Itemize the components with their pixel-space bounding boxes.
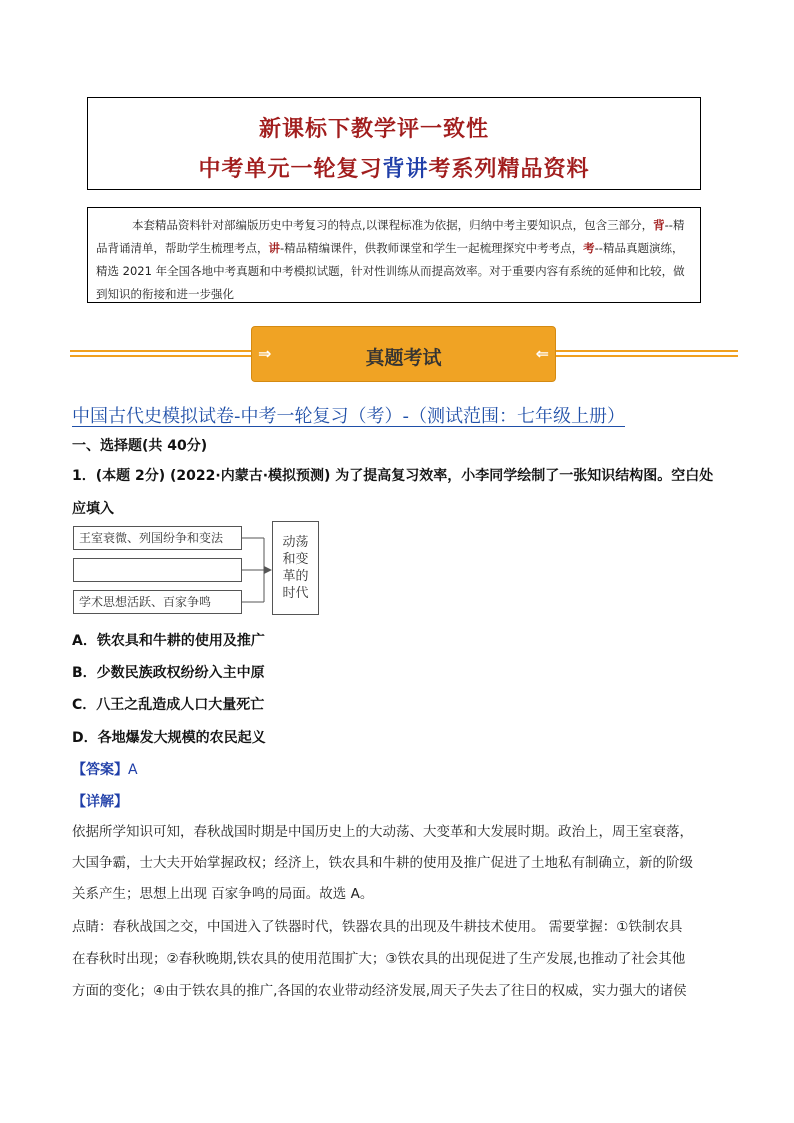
- diagram-result-box: [272, 521, 319, 615]
- intro-text-c: -精品精编课件，供教师课堂和学生一起梳理探究中考考点，: [280, 241, 584, 255]
- title-line-2-part-a: 中考单元一轮复习: [198, 156, 383, 182]
- answer-value: A: [128, 762, 138, 778]
- option-c[interactable]: C．八王之乱造成人口大量死亡: [72, 697, 265, 713]
- answer-line: [72, 759, 138, 779]
- title-line-2-part-c: 考系列精品资料: [428, 156, 590, 182]
- intro-jiang: 讲: [268, 241, 280, 255]
- banner-label: 真题考试: [365, 347, 442, 369]
- diagram-result-line: 革的: [282, 569, 309, 584]
- section-heading: 一、选择题(共 40分): [72, 438, 208, 454]
- title-line-1: 新课标下教学评一致性: [258, 116, 489, 142]
- intro-text-a: 本套精品资料针对部编版历史中考复习的特点,以课程标准为依据，归纳中考主要知识点，包含三部分，: [132, 218, 654, 232]
- option-b[interactable]: B．少数民族政权纷纷入主中原: [72, 665, 265, 681]
- title-line-2: [88, 152, 700, 183]
- intro-kao: 考: [583, 241, 595, 255]
- detail-line-2: 大国争霸，士大夫开始掌握政权；经济上，铁农具和牛耕的使用及推广促进了土地私有制确立，新的阶级: [72, 855, 693, 871]
- detail-line-3: 关系产生；思想上出现 百家争鸣的局面。故选 A。: [72, 886, 374, 902]
- diagram-result-line: 时代: [282, 586, 309, 601]
- arrow-left-icon: ⇐: [535, 344, 549, 363]
- intro-box: [87, 207, 701, 303]
- diagram-result-line: 动荡: [282, 535, 309, 550]
- diagram-box-blank: [73, 558, 242, 582]
- intro-bei: 背: [653, 218, 665, 232]
- diagram-connector: [242, 530, 274, 612]
- intro-text-d: --精品真题演练，精选 2021 年全国各地中考真题和中考模拟试题，针对性训练从而提高效率。对于重要内容有系统的延伸和比较，做到知识的衔接和进一步强化: [96, 241, 685, 301]
- title-line-2-part-b: 背讲: [382, 156, 429, 182]
- intro-text-b: --精品背诵清单，帮助学生梳理考点，: [96, 218, 685, 255]
- detail-label: 【详解】: [72, 794, 128, 810]
- exam-title[interactable]: 中国古代史模拟试卷-中考一轮复习（考）-（测试范围：七年级上册）: [72, 406, 625, 427]
- arrow-right-icon: ⇒: [258, 344, 272, 363]
- option-a[interactable]: A．铁农具和牛耕的使用及推广: [72, 633, 265, 649]
- question-text: 1．(本题 2分) (2022·内蒙古·模拟预测) 为了提高复习效率，小李同学绘制了一张知识结构图。空白处应填入: [72, 468, 714, 517]
- option-d[interactable]: D．各地爆发大规模的农民起义: [72, 730, 266, 746]
- detail-line-4: 点睛：春秋战国之交，中国进入了铁器时代，铁器农具的出现及牛耕技术使用。 需要掌握：①铁制农具: [72, 919, 683, 935]
- diagram-box-1: 王室衰微、列国纷争和变法: [73, 526, 242, 550]
- diagram-box-3: 学术思想活跃、百家争鸣: [73, 590, 242, 614]
- answer-label: 【答案】: [72, 762, 128, 778]
- title-box: [87, 97, 701, 190]
- detail-line-1: 依据所学知识可知，春秋战国时期是中国历史上的大动荡、大变革和大发展时期。政治上，周王室衰落，: [72, 824, 693, 840]
- detail-line-5: 在春秋时出现；②春秋晚期,铁农具的使用范围扩大；③铁农具的出现促进了生产发展,也推动了社会其他: [72, 951, 686, 967]
- section-banner: [251, 326, 556, 382]
- diagram-result-line: 和变: [282, 552, 309, 567]
- detail-line-6: 方面的变化；④由于铁农具的推广,各国的农业带动经济发展,周天子失去了往日的权威，实力强大的诸侯: [72, 983, 687, 999]
